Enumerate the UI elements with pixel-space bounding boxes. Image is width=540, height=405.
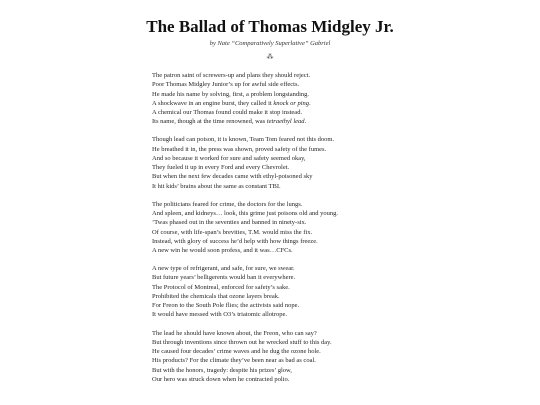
poem-line: He made his name by solving, first, a problem longstanding.	[152, 90, 310, 98]
stanza	[152, 135, 412, 191]
italic-term: tetraethyl lead	[266, 118, 305, 126]
poem-line: But when the next few decades came with ethyl-poisoned sky	[152, 173, 313, 181]
poem-line: But through inventions since thrown out he wrecked stuff to this day.	[152, 338, 332, 346]
stanza	[152, 71, 412, 127]
poem-line: The Protocol of Montreal, enforced for safety’s sake.	[152, 283, 290, 291]
stanza	[152, 264, 412, 320]
poem-line: It would have messed with O3’s triatomic allotrope.	[152, 311, 288, 319]
poem-byline: by Nate “Comparatively Superlative” Gabriel	[209, 40, 331, 47]
poem-line: A new win he would soon profess, and it was…CFCs.	[152, 247, 293, 255]
poem-line: It hit kids’ brains about the same as constant TBI.	[152, 182, 281, 190]
italic-term: knock or ping	[273, 99, 310, 107]
poem-line	[152, 117, 412, 126]
stanza	[152, 329, 412, 385]
poem-body	[152, 71, 412, 393]
poem-line: They fueled it up in every Ford and every Chevrolet.	[152, 164, 290, 172]
poem-line: The lead he should have known about, the Freon, who can say?	[152, 329, 317, 337]
poem-line: And spleen, and kidneys… look, this grime just poisons old and young.	[152, 210, 338, 218]
poem-line: But with the honors, tragedy: despite his prizes’ glow,	[152, 366, 292, 374]
poem-line: His products? For the climate they’ve been near as bad as coal.	[152, 357, 316, 365]
line-text: .	[304, 118, 307, 126]
poem-title: The Ballad of Thomas Midgley Jr.	[146, 17, 394, 36]
poem-line: Prohibited the chemicals that ozone layers break.	[152, 292, 280, 300]
poem-line	[152, 99, 412, 108]
poem-line: For Freon to the South Pole flies; the activists said nope.	[152, 302, 300, 310]
line-text: Its name, though at the time renowned, was	[152, 118, 267, 126]
poem-line: A new type of refrigerant, and safe, for sure, we swear.	[152, 265, 295, 273]
poem-line: And so because it worked for sure and safety seemed okay,	[152, 154, 306, 162]
poem-line: He caused four decades’ crime waves and he dug the ozone hole.	[152, 348, 321, 356]
poem-line: Our hero was struck down when he contracted polio.	[152, 375, 290, 383]
poem-line: The patron saint of screwers-up and plans they should reject.	[152, 72, 311, 79]
poem-line: ’Twas phased out in the seventies and banned in ninety-six.	[152, 219, 307, 227]
poem-line: Of course, with life-span’s brevities, T.M. would miss the fix.	[152, 228, 313, 236]
poem-line: Though lead can poison, it is known, Team Tom feared not this doom.	[152, 136, 335, 144]
line-text: A shockwave in an engine burst, they called it	[152, 99, 274, 107]
poem-line: A chemical our Thomas found could make it stop instead.	[152, 109, 303, 116]
poem-line: He breathed it in, the press was shown, proved safety of the fumes.	[152, 145, 327, 153]
stanza	[152, 200, 412, 256]
poem-line: The politicians feared for crime, the doctors for the lungs.	[152, 200, 303, 208]
poem-line: But future years’ belligerents would ban it everywhere.	[152, 274, 296, 282]
section-divider-asterism: ⁂	[266, 53, 274, 61]
line-text: .	[309, 99, 311, 107]
poem-line: Instead, with glory of success he’d help with how things freeze.	[152, 237, 318, 245]
poem-line: Poor Thomas Midgley Junior’s up for awful side effects.	[152, 81, 300, 89]
